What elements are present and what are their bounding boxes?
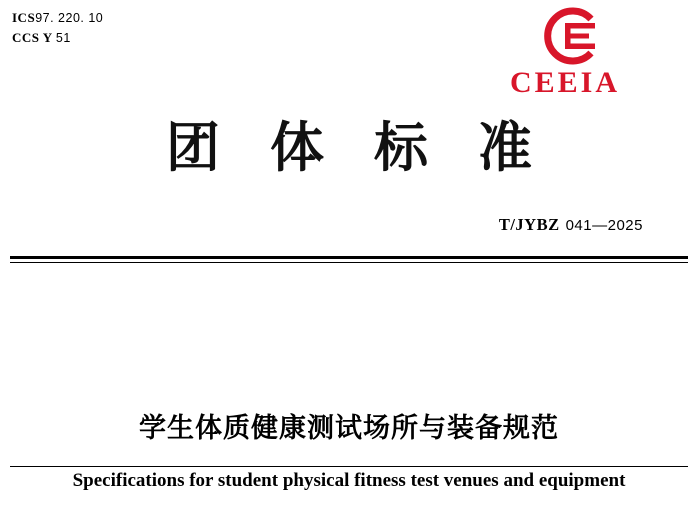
ccs-label: CCS Y	[12, 30, 53, 46]
ceeia-logo-icon	[529, 6, 601, 66]
page-title: 团体标准	[166, 116, 582, 179]
divider-thin	[10, 262, 688, 263]
ceeia-logo-text: CEEIA	[509, 66, 621, 99]
ics-label: ICS	[12, 10, 36, 25]
ics-value: 97. 220. 10	[35, 11, 104, 25]
document-title-english: Specifications for student physical fitness test venues and equipment	[72, 470, 626, 491]
standard-code: T/JYBZ	[498, 215, 560, 234]
ccs-line	[12, 28, 103, 48]
divider-thick	[10, 256, 688, 259]
classification-block	[12, 8, 103, 49]
document-title-chinese: 学生体质健康测试场所与装备规范	[139, 413, 559, 444]
divider-bottom	[10, 466, 688, 467]
standard-number	[499, 215, 643, 235]
ccs-value: 51	[55, 31, 71, 46]
ceeia-logo	[490, 6, 640, 98]
ics-line	[12, 8, 103, 28]
standard-number-value: 041—2025	[565, 217, 643, 234]
